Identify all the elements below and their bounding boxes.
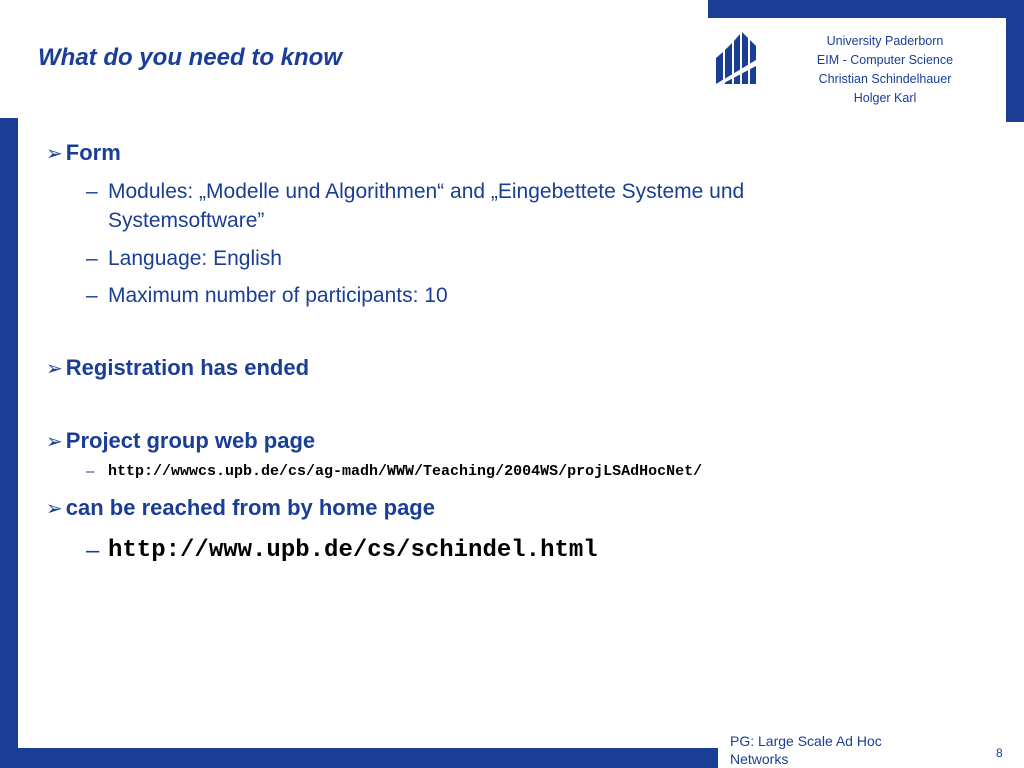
- footer-title-line: PG: Large Scale Ad Hoc: [730, 733, 882, 749]
- bullet-form: [46, 140, 121, 166]
- project-url-link[interactable]: http://wwwcs.upb.de/cs/ag-madh/WWW/Teaching/2004WS/projLSAdHocNet/: [108, 463, 703, 480]
- subitem-home-link: [86, 535, 598, 567]
- subitem-text: Maximum number of participants: 10: [108, 284, 448, 307]
- dash-marker: –: [86, 463, 95, 480]
- subitem-line: Systemsoftware”: [108, 209, 265, 232]
- bullet-label: can be reached from by home page: [65, 495, 435, 520]
- bullet-label: Form: [65, 140, 121, 165]
- subitem-text: Language: English: [108, 247, 282, 270]
- bullet-project-web-page: [46, 428, 315, 454]
- dash-marker: –: [86, 180, 98, 203]
- affiliation-block: [792, 32, 978, 108]
- page-number: 8: [996, 746, 1003, 760]
- left-accent-bar: [0, 118, 18, 768]
- dash-marker: –: [86, 247, 98, 270]
- subitem-modules: [86, 177, 744, 235]
- arrow-bullet-icon: ➢: [46, 497, 63, 520]
- affiliation-author-1: Christian Schindelhauer: [818, 72, 952, 86]
- bullet-home-page: [46, 495, 435, 521]
- footer-title: [730, 732, 930, 768]
- arrow-bullet-icon: ➢: [46, 430, 63, 453]
- affiliation-university: University Paderborn: [826, 34, 944, 48]
- subitem-project-link: [86, 460, 702, 484]
- subitem-line: Modules: „Modelle und Algorithmen“ and „Eingebettete Systeme und: [108, 180, 745, 203]
- dash-marker: –: [86, 537, 100, 564]
- bullet-registration: [46, 355, 309, 381]
- bottom-accent-bar: [0, 748, 718, 768]
- footer-title-line: Networks: [730, 751, 789, 767]
- bullet-label: Registration has ended: [65, 355, 310, 380]
- subitem-language: [86, 244, 282, 273]
- affiliation-department: EIM - Computer Science: [816, 53, 954, 67]
- subitem-participants: [86, 281, 448, 310]
- affiliation-author-2: Holger Karl: [853, 91, 917, 105]
- university-paderborn-logo-icon: [714, 30, 758, 86]
- top-accent-bar: [708, 0, 1024, 18]
- arrow-bullet-icon: ➢: [46, 357, 63, 380]
- dash-marker: –: [86, 284, 98, 307]
- arrow-bullet-icon: ➢: [46, 142, 63, 165]
- slide-title: What do you need to know: [38, 44, 342, 71]
- right-accent-bar: [1006, 0, 1024, 122]
- bullet-label: Project group web page: [65, 428, 316, 453]
- home-url-link[interactable]: http://www.upb.de/cs/schindel.html: [108, 537, 598, 564]
